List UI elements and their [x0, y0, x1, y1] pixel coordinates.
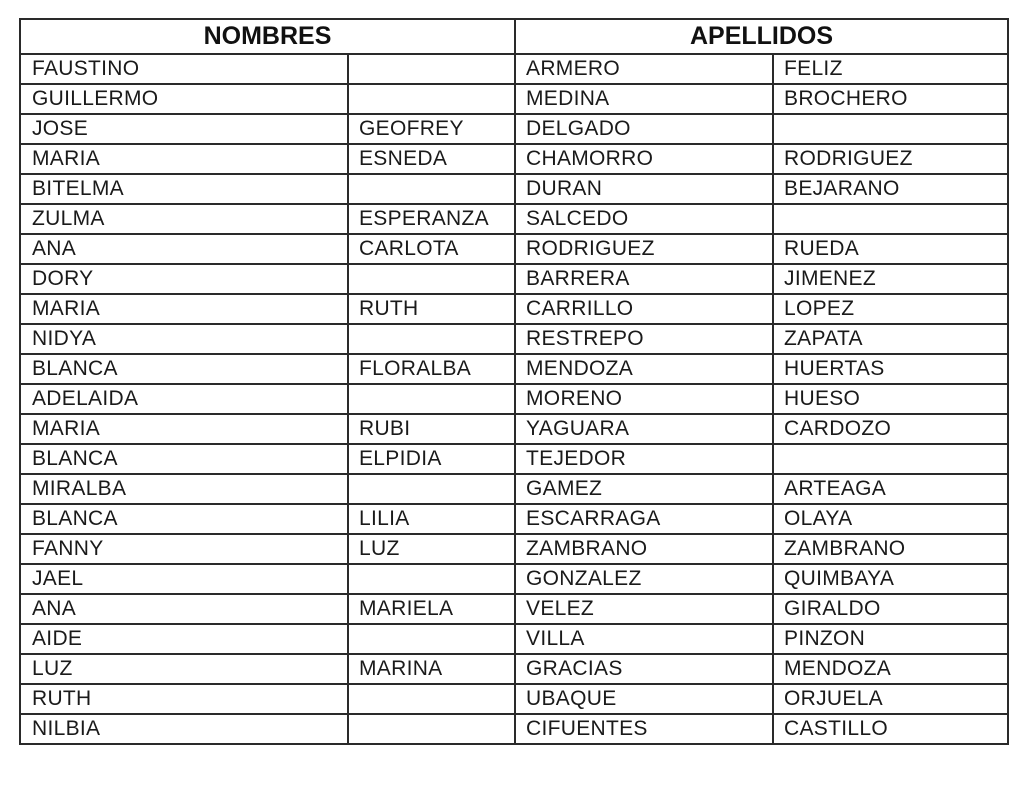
middle-name-cell: LILIA [348, 504, 515, 534]
table-row [20, 204, 1008, 234]
first-surname-cell: TEJEDOR [515, 444, 773, 474]
first-name-cell: ANA [20, 594, 348, 624]
first-surname-cell: GAMEZ [515, 474, 773, 504]
first-surname-cell: ESCARRAGA [515, 504, 773, 534]
second-surname-cell [773, 204, 1008, 234]
table-row [20, 54, 1008, 84]
first-name-cell: BLANCA [20, 354, 348, 384]
middle-name-cell: ESNEDA [348, 144, 515, 174]
table-row [20, 444, 1008, 474]
first-name-cell: JAEL [20, 564, 348, 594]
middle-name-cell [348, 324, 515, 354]
middle-name-cell: RUBI [348, 414, 515, 444]
middle-name-cell: MARIELA [348, 594, 515, 624]
first-surname-cell: VELEZ [515, 594, 773, 624]
table-row [20, 144, 1008, 174]
middle-name-cell [348, 384, 515, 414]
middle-name-cell [348, 84, 515, 114]
middle-name-cell [348, 264, 515, 294]
second-surname-cell: RODRIGUEZ [773, 144, 1008, 174]
first-surname-cell: CIFUENTES [515, 714, 773, 744]
table-row [20, 324, 1008, 354]
table-row [20, 624, 1008, 654]
first-name-cell: MIRALBA [20, 474, 348, 504]
first-surname-cell: DURAN [515, 174, 773, 204]
middle-name-cell [348, 474, 515, 504]
middle-name-cell: CARLOTA [348, 234, 515, 264]
middle-name-cell [348, 174, 515, 204]
second-surname-cell: HUESO [773, 384, 1008, 414]
first-name-cell: MARIA [20, 294, 348, 324]
second-surname-cell: LOPEZ [773, 294, 1008, 324]
middle-name-cell [348, 564, 515, 594]
table-row [20, 84, 1008, 114]
first-surname-cell: RESTREPO [515, 324, 773, 354]
first-surname-cell: BARRERA [515, 264, 773, 294]
first-name-cell: LUZ [20, 654, 348, 684]
first-name-cell: ANA [20, 234, 348, 264]
second-surname-cell: ZAPATA [773, 324, 1008, 354]
table-row [20, 414, 1008, 444]
table-row [20, 504, 1008, 534]
middle-name-cell [348, 624, 515, 654]
table-row [20, 264, 1008, 294]
table-row [20, 534, 1008, 564]
first-surname-cell: YAGUARA [515, 414, 773, 444]
table-body [20, 54, 1008, 744]
header-apellidos: APELLIDOS [515, 19, 1008, 54]
second-surname-cell [773, 114, 1008, 144]
header-nombres: NOMBRES [20, 19, 515, 54]
first-surname-cell: GONZALEZ [515, 564, 773, 594]
first-surname-cell: GRACIAS [515, 654, 773, 684]
second-surname-cell: BEJARANO [773, 174, 1008, 204]
first-surname-cell: CHAMORRO [515, 144, 773, 174]
table-row [20, 354, 1008, 384]
first-name-cell: NILBIA [20, 714, 348, 744]
first-name-cell: NIDYA [20, 324, 348, 354]
middle-name-cell: RUTH [348, 294, 515, 324]
first-name-cell: ADELAIDA [20, 384, 348, 414]
first-surname-cell: ZAMBRANO [515, 534, 773, 564]
first-name-cell: BLANCA [20, 504, 348, 534]
first-surname-cell: MEDINA [515, 84, 773, 114]
table-row [20, 684, 1008, 714]
table-row [20, 114, 1008, 144]
middle-name-cell: MARINA [348, 654, 515, 684]
second-surname-cell: BROCHERO [773, 84, 1008, 114]
middle-name-cell: FLORALBA [348, 354, 515, 384]
middle-name-cell [348, 54, 515, 84]
table-row [20, 384, 1008, 414]
first-name-cell: DORY [20, 264, 348, 294]
second-surname-cell: OLAYA [773, 504, 1008, 534]
second-surname-cell: PINZON [773, 624, 1008, 654]
first-name-cell: GUILLERMO [20, 84, 348, 114]
table-row [20, 654, 1008, 684]
first-name-cell: ZULMA [20, 204, 348, 234]
second-surname-cell: RUEDA [773, 234, 1008, 264]
header-row [20, 19, 1008, 54]
first-name-cell: FANNY [20, 534, 348, 564]
first-name-cell: MARIA [20, 414, 348, 444]
first-name-cell: BITELMA [20, 174, 348, 204]
second-surname-cell: CASTILLO [773, 714, 1008, 744]
second-surname-cell: ORJUELA [773, 684, 1008, 714]
second-surname-cell: GIRALDO [773, 594, 1008, 624]
first-name-cell: AIDE [20, 624, 348, 654]
table-row [20, 594, 1008, 624]
second-surname-cell: CARDOZO [773, 414, 1008, 444]
second-surname-cell: JIMENEZ [773, 264, 1008, 294]
first-surname-cell: SALCEDO [515, 204, 773, 234]
first-surname-cell: CARRILLO [515, 294, 773, 324]
first-surname-cell: RODRIGUEZ [515, 234, 773, 264]
first-name-cell: BLANCA [20, 444, 348, 474]
table-row [20, 294, 1008, 324]
middle-name-cell: LUZ [348, 534, 515, 564]
first-name-cell: JOSE [20, 114, 348, 144]
first-name-cell: RUTH [20, 684, 348, 714]
table-row [20, 714, 1008, 744]
second-surname-cell: QUIMBAYA [773, 564, 1008, 594]
second-surname-cell: FELIZ [773, 54, 1008, 84]
first-surname-cell: DELGADO [515, 114, 773, 144]
first-name-cell: MARIA [20, 144, 348, 174]
second-surname-cell: ARTEAGA [773, 474, 1008, 504]
first-surname-cell: MENDOZA [515, 354, 773, 384]
middle-name-cell: ESPERANZA [348, 204, 515, 234]
first-surname-cell: MORENO [515, 384, 773, 414]
middle-name-cell [348, 684, 515, 714]
table-row [20, 564, 1008, 594]
middle-name-cell: ELPIDIA [348, 444, 515, 474]
first-name-cell: FAUSTINO [20, 54, 348, 84]
second-surname-cell [773, 444, 1008, 474]
middle-name-cell: GEOFREY [348, 114, 515, 144]
table-row [20, 174, 1008, 204]
table-row [20, 234, 1008, 264]
second-surname-cell: ZAMBRANO [773, 534, 1008, 564]
middle-name-cell [348, 714, 515, 744]
first-surname-cell: ARMERO [515, 54, 773, 84]
second-surname-cell: MENDOZA [773, 654, 1008, 684]
first-surname-cell: UBAQUE [515, 684, 773, 714]
first-surname-cell: VILLA [515, 624, 773, 654]
names-table [19, 18, 1009, 745]
table-row [20, 474, 1008, 504]
second-surname-cell: HUERTAS [773, 354, 1008, 384]
